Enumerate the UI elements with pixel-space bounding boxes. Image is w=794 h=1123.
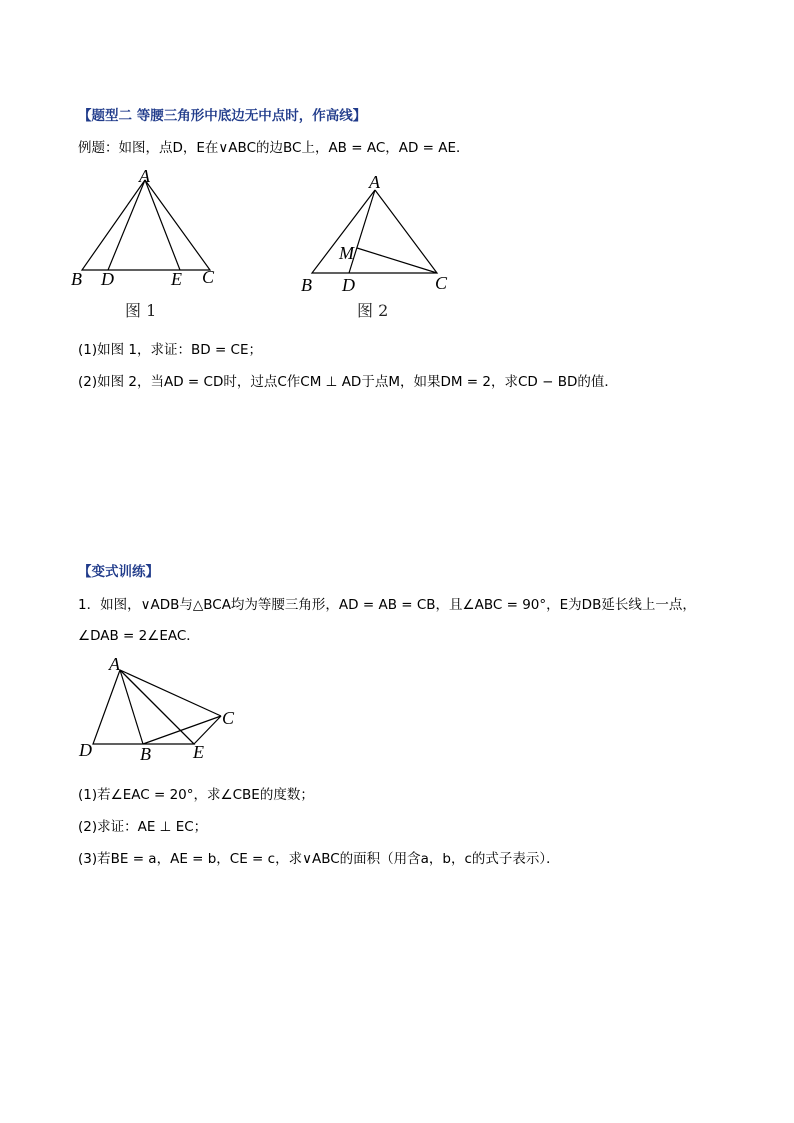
fig1-label-e: E — [171, 269, 182, 289]
fig3-segment-ac — [120, 670, 221, 716]
fig3-label-d: D — [79, 740, 92, 760]
fig2-label-a: A — [369, 172, 380, 192]
fig1-segment-ae — [145, 180, 180, 270]
section-title-practice: 【变式训练】 — [78, 564, 159, 580]
figure-3 — [72, 652, 247, 764]
exercise-question-3: (3)若BE = a，AE = b，CE = c，求∨ABC的面积（用含a，b，c的式子表示）． — [78, 851, 560, 867]
fig1-label-d: D — [101, 269, 114, 289]
exercise-statement-line2: ∠DAB = 2∠EAC． — [78, 628, 200, 644]
figure-1 — [60, 162, 230, 294]
fig3-segment-bc — [143, 716, 221, 744]
fig3-segment-ec — [194, 716, 221, 744]
fig2-label-m: M — [339, 243, 354, 263]
section-title-type2: 【题型二 等腰三角形中底边无中点时，作高线】 — [78, 108, 367, 124]
fig2-triangle-abc — [312, 190, 437, 273]
example-question-2: (2)如图 2，当AD = CD时，过点C作CM ⊥ AD于点M，如果DM = 2，求CD − BD的值． — [78, 374, 618, 390]
figure-2-caption: 图 2 — [357, 301, 389, 320]
fig1-label-a: A — [139, 166, 150, 186]
fig2-label-d: D — [342, 275, 355, 295]
exercise-statement-line1: 1．如图，∨ADB与△BCA均为等腰三角形，AD = AB = CB，且∠ABC = 90°，E为DB延长线上一点， — [78, 597, 696, 613]
fig2-label-b: B — [301, 275, 312, 295]
figure-1-caption: 图 1 — [125, 301, 157, 320]
fig1-triangle-abc — [82, 180, 210, 270]
fig3-label-b: B — [140, 744, 151, 764]
fig2-label-c: C — [435, 273, 448, 293]
fig3-label-e: E — [193, 742, 204, 762]
exercise-question-1: (1)若∠EAC = 20°，求∠CBE的度数； — [78, 787, 314, 803]
figure-2 — [290, 170, 460, 295]
fig3-label-a: A — [109, 654, 120, 674]
example-statement: 例题：如图，点D，E在∨ABC的边BC上，AB = AC，AD = AE． — [78, 140, 470, 156]
fig3-label-c: C — [222, 708, 235, 728]
exercise-question-2: (2)求证：AE ⊥ EC； — [78, 819, 208, 835]
fig2-segment-cm — [357, 248, 437, 273]
example-question-1: (1)如图 1，求证：BD = CE； — [78, 342, 263, 358]
fig1-label-c: C — [202, 267, 215, 287]
fig1-label-b: B — [71, 269, 82, 289]
